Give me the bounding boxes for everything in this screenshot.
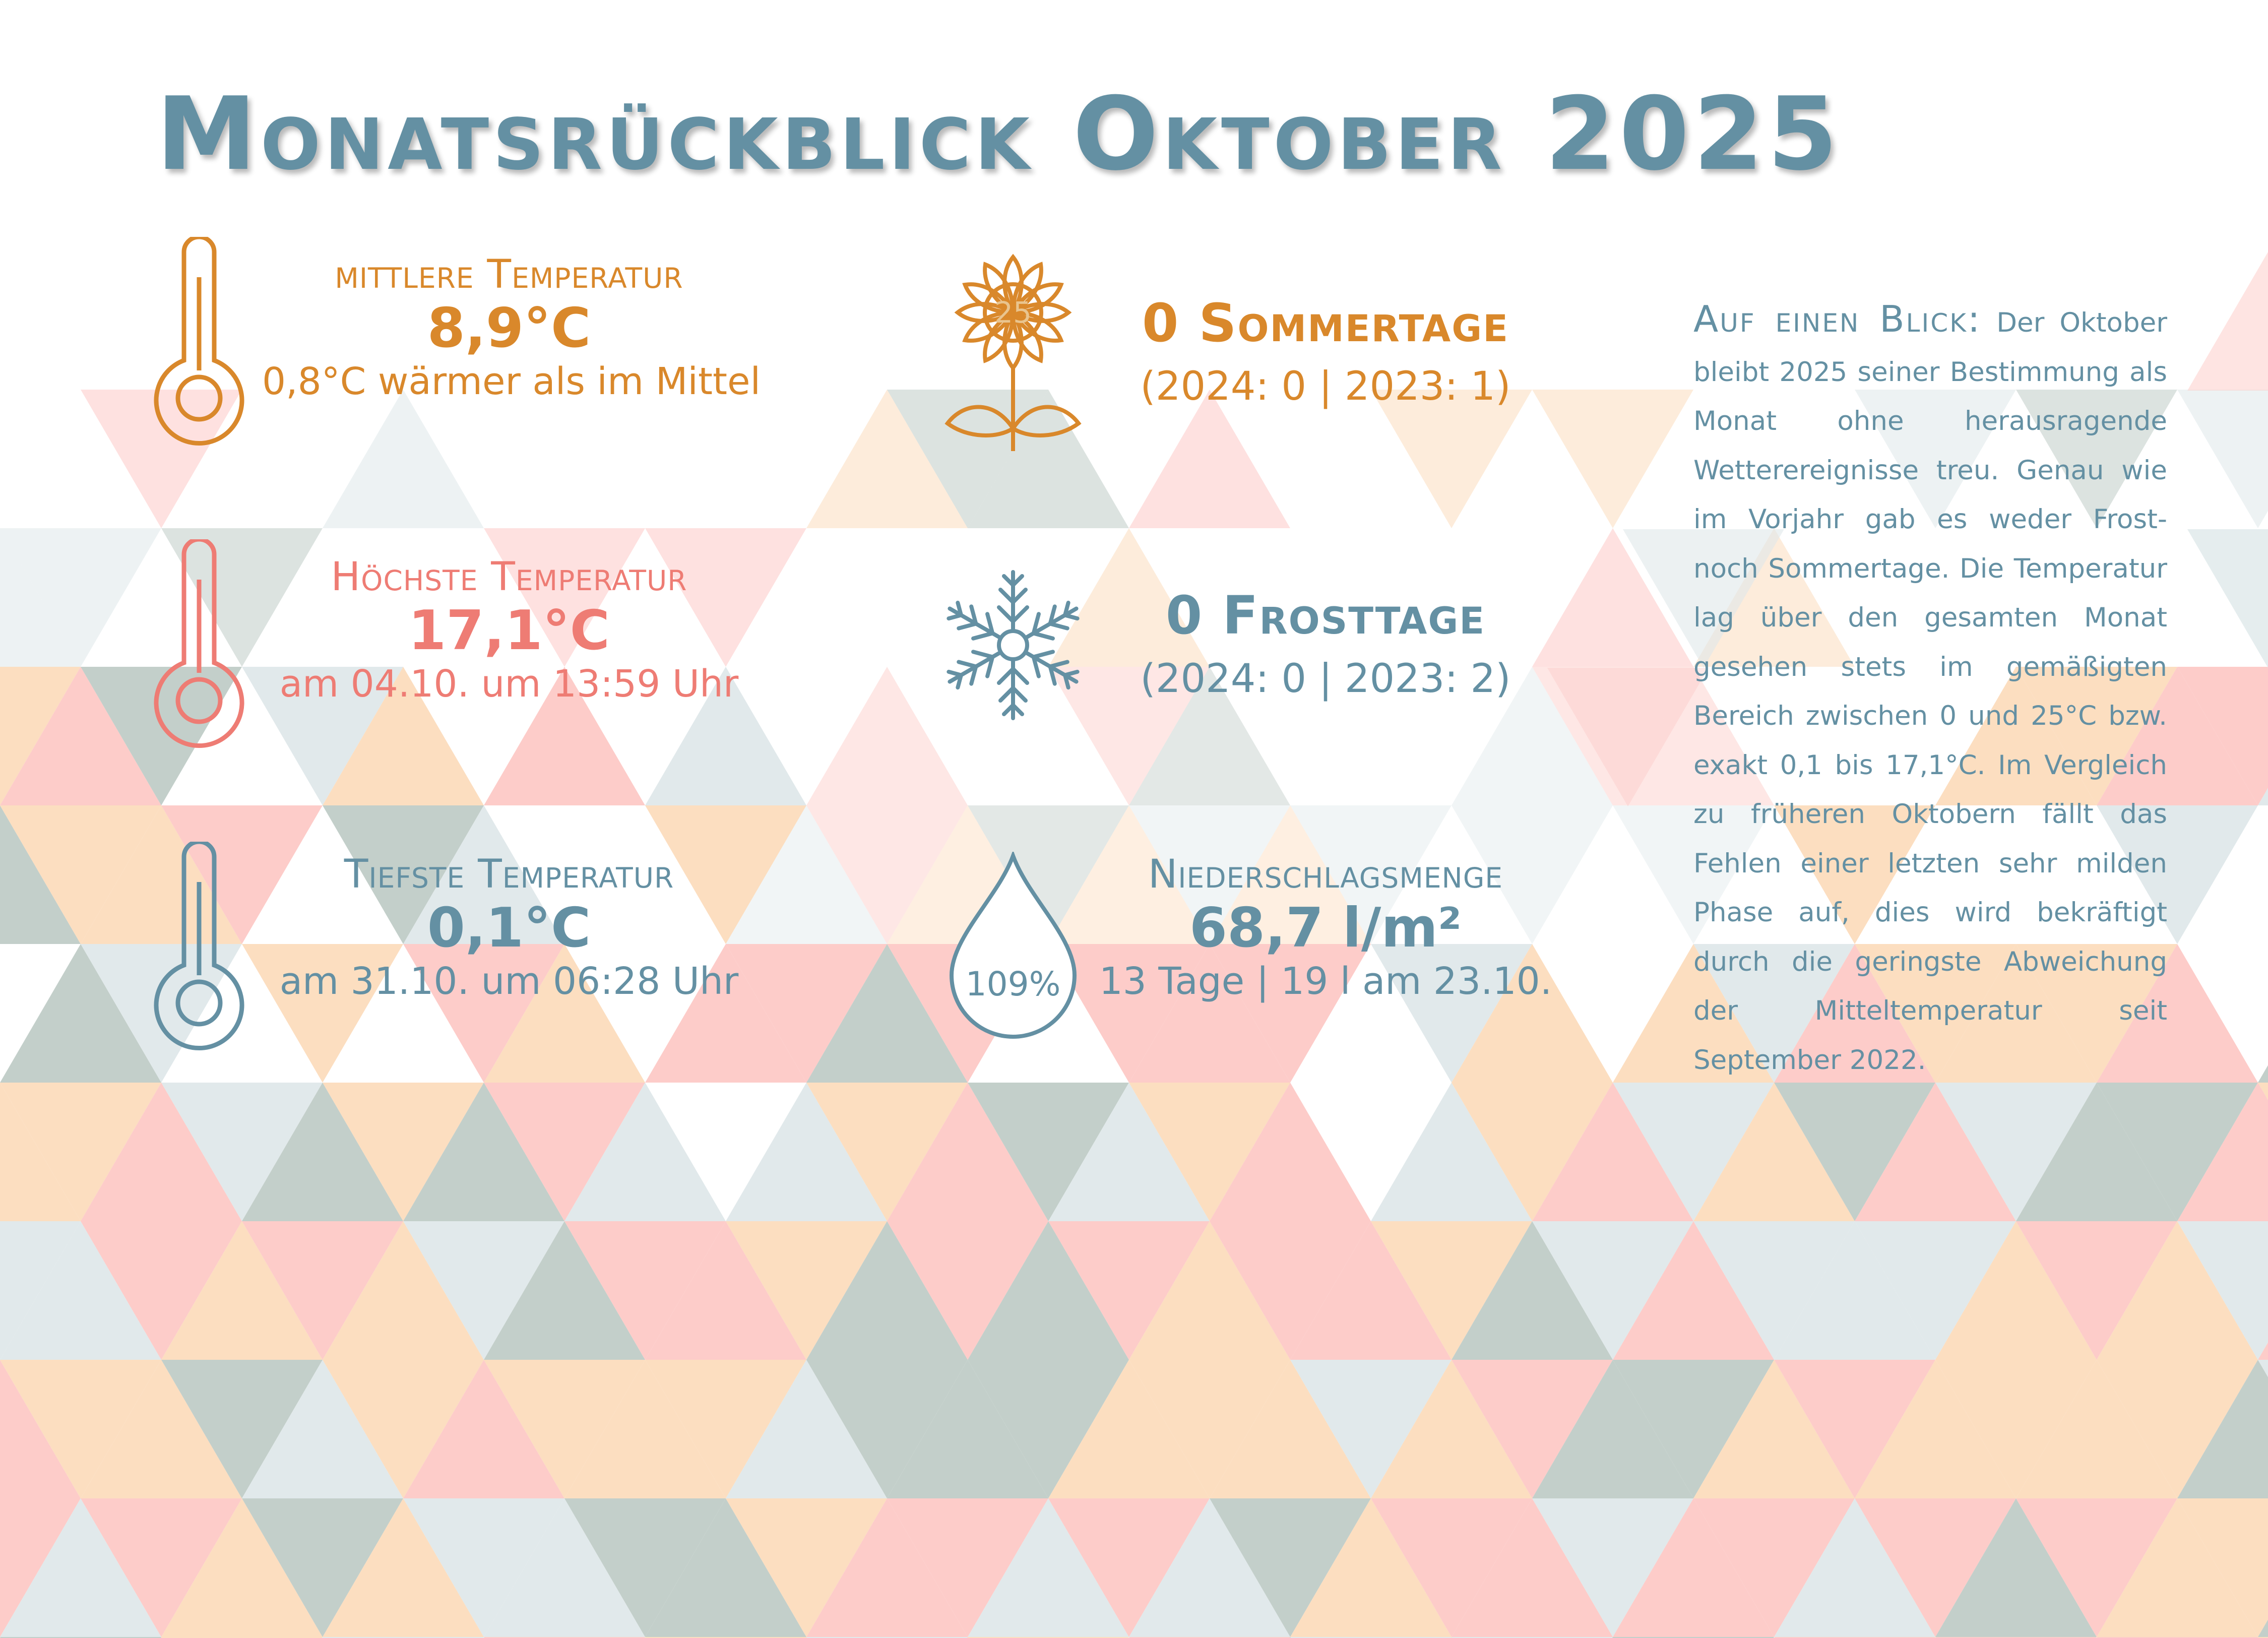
summer-days-label: 0 Sommertage <box>1142 292 1509 354</box>
page-title: Monatsrückblick Oktober 2025 <box>156 76 1842 193</box>
mean-temperature-block <box>262 252 761 404</box>
min-temperature-value: 0,1°C <box>427 897 591 960</box>
background-triangle <box>1532 390 1693 528</box>
raindrop-icon <box>942 852 1084 1043</box>
sunflower-number: 25 <box>994 295 1032 330</box>
mean-temperature-note: 0,8°C wärmer als im Mittel <box>262 360 761 404</box>
background-triangle <box>2187 529 2268 668</box>
background-triangle <box>2177 390 2268 528</box>
frost-days-block <box>1099 585 1552 702</box>
min-temperature-block <box>262 852 756 1003</box>
background-triangle <box>323 390 484 528</box>
mean-temperature-value: 8,9°C <box>427 297 591 360</box>
sunflower-icon <box>937 237 1089 459</box>
summer-days-note: (2024: 0 | 2023: 1) <box>1140 364 1511 409</box>
precipitation-note: 13 Tage | 19 l am 23.10. <box>1099 960 1552 1003</box>
precipitation-block <box>1099 852 1552 1003</box>
thermometer-icon <box>151 237 247 449</box>
background-triangle <box>2258 944 2268 1083</box>
max-temperature-block <box>262 554 756 706</box>
snowflake-icon <box>937 562 1089 728</box>
precipitation-value: 68,7 l/m² <box>1189 897 1462 960</box>
summer-days-block <box>1099 292 1552 409</box>
background-triangle <box>1371 390 1532 528</box>
background-triangle <box>2187 252 2268 391</box>
frost-days-label: 0 Frosttage <box>1165 585 1486 646</box>
min-temperature-label: Tiefste Temperatur <box>344 852 674 897</box>
thermometer-icon <box>151 539 247 751</box>
frost-days-note: (2024: 0 | 2023: 2) <box>1140 656 1511 702</box>
background-triangle <box>1129 390 1290 528</box>
summary-body: Der Oktober bleibt 2025 seiner Bestimmung als Monat ohne herausragende Wetterereignisse treu. Genau wie im Vorjahr gab es weder Frost- noch Sommertage. Die Temperatur lag über den gesamten Monat gesehen stets im gemäßigten Bereich zwischen 0 und 25°C bzw. exakt 0,1 bis 17,1°C. Im Vergleich zu früheren Oktobern fällt das Fehlen einer letzten sehr milden Phase auf, dies wird bekräftigt durch die geringste Abweichung der Mitteltemperatur seit September 2022. <box>1693 307 2167 1076</box>
max-temperature-note: am 04.10. um 13:59 Uhr <box>279 662 739 706</box>
max-temperature-value: 17,1°C <box>408 599 610 662</box>
raindrop-percentage: 109% <box>965 965 1061 1003</box>
min-temperature-note: am 31.10. um 06:28 Uhr <box>279 960 739 1003</box>
mean-temperature-label: mittlere Temperatur <box>335 252 683 297</box>
thermometer-icon <box>151 842 247 1053</box>
summary-text <box>1693 295 2167 1085</box>
summary-heading: Auf einen Blick: <box>1693 298 1982 340</box>
precipitation-label: Niederschlagsmenge <box>1148 852 1503 897</box>
max-temperature-label: Höchste Temperatur <box>331 554 687 600</box>
